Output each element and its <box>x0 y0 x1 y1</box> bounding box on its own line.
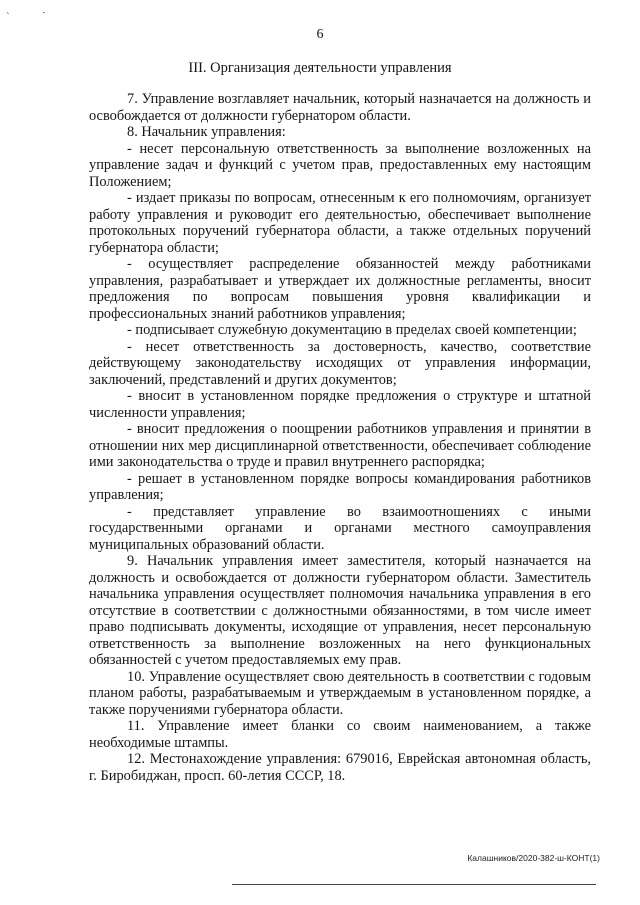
scan-speck: ` <box>6 11 10 23</box>
list-item-representation: - представляет управление во взаимоотношениях с иными государственными органами и органами местного самоуправления муниципальных образований области. <box>89 503 591 553</box>
paragraph-11: 11. Управление имеет бланки со своим наименованием, а также необходимые штампы. <box>89 718 591 751</box>
document-body <box>89 91 591 784</box>
paragraph-12: 12. Местонахождение управления: 679016, Еврейская автономная область, г. Биробиджан, просп. 60-летия СССР, 18. <box>89 751 591 784</box>
list-item-business-trips: - решает в установленном порядке вопросы командирования работников управления; <box>89 470 591 503</box>
section-title: III. Организация деятельности управления <box>188 60 452 76</box>
list-item-responsibility: - несет персональную ответственность за выполнение возложенных на управление задач и функций с учетом прав, предоставленных ему настоящим Положением; <box>89 140 591 190</box>
paragraph-8-heading: 8. Начальник управления: <box>127 124 286 140</box>
list-item-signs-documents: - подписывает служебную документацию в пределах своей компетенции; <box>127 322 577 338</box>
document-registration-code: Калашников/2020-382-ш-КОНТ(1) <box>467 853 600 863</box>
paragraph-10: 10. Управление осуществляет свою деятельность в соответствии с годовым планом работы, разрабатываемым и утверждаемым в установленном порядке, а также поручениями губернатора области. <box>89 668 591 718</box>
footer-divider <box>232 884 596 885</box>
page-number: 6 <box>316 27 324 42</box>
list-item-document-quality: - несет ответственность за достоверность, качество, соответствие действующему законодательству исходящих от управления информации, заключений, представлений и других документов; <box>89 338 591 388</box>
list-item-rewards-discipline: - вносит предложения о поощрении работников управления и принятии в отношении них мер дисциплинарной ответственности, обеспечивает соблюдение ими законодательства о труде и правил внутреннего распорядка; <box>89 421 591 470</box>
list-item-duties-distribution: - осуществляет распределение обязанностей между работниками управления, разрабатывает и утверждает их должностные регламенты, вносит предложения по вопросам повышения уровня квалификации и профессиональных знаний работников управления; <box>89 256 591 322</box>
list-item-structure-proposals: - вносит в установленном порядке предложения о структуре и штатной численности управления; <box>89 388 591 421</box>
paragraph-7: 7. Управление возглавляет начальник, который назначается на должность и освобождается от должности губернатором области. <box>89 91 591 124</box>
paragraph-9: 9. Начальник управления имеет заместителя, который назначается на должность и освобождается от должности губернатором области. Заместитель начальника управления осуществляет полномочия начальника управления в его отсутствие в соответствии с должностными обязанностями, в том числе имеет право подписывать документы, исходящие от управления, несет персональную ответственность за выполнение возложенных на него функциональных обязанностей с учетом предоставляемых ему прав. <box>89 553 591 668</box>
list-item-orders: - издает приказы по вопросам, отнесенным к его полномочиям, организует работу управления и руководит его деятельностью, обеспечивает выполнение протокольных поручений губернатора области, а также отдельных поручений губернатора области; <box>89 190 591 256</box>
scan-speck: · <box>42 7 46 19</box>
